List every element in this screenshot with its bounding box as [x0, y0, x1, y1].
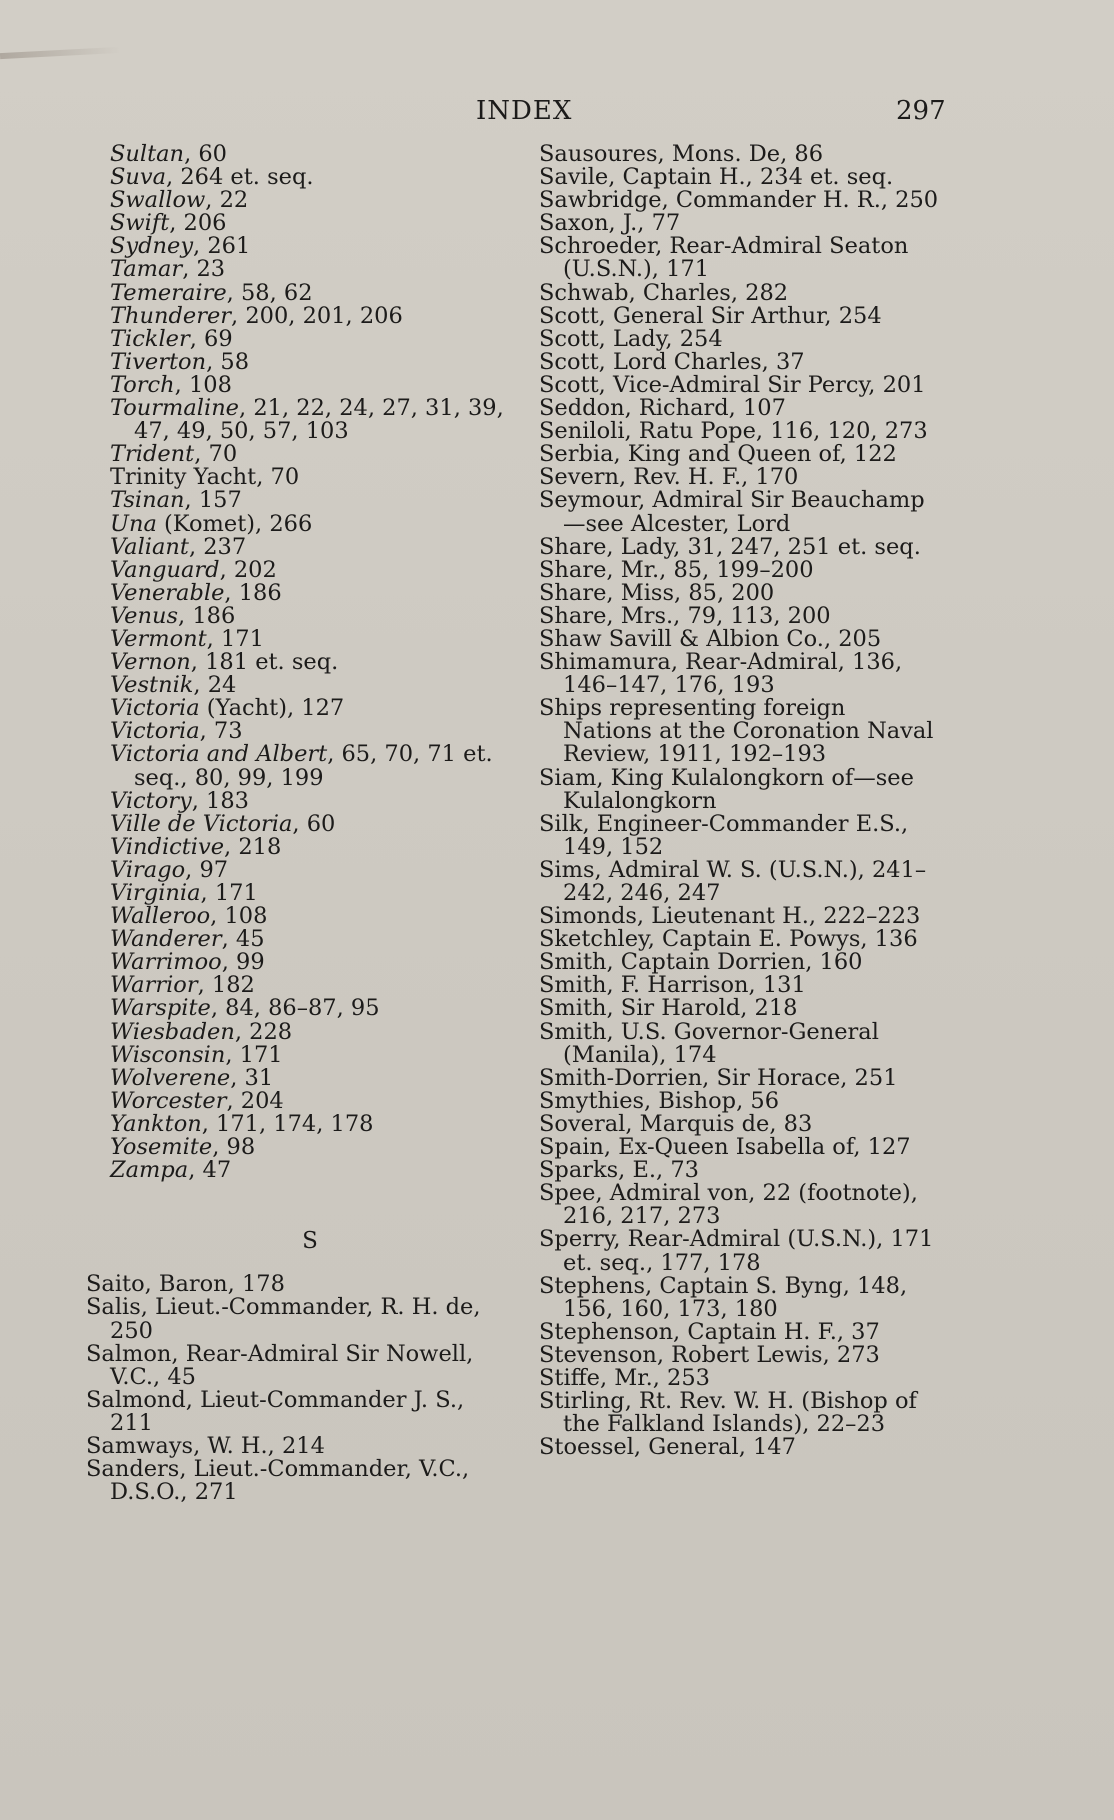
section-heading: S: [302, 1228, 318, 1255]
entry-pages: , 228: [234, 1018, 293, 1045]
index-entry: Share, Miss, 85, 200: [539, 579, 775, 606]
index-entry: [110, 371, 510, 398]
entry-ship-name: Vermont: [110, 625, 207, 652]
entry-ship-name: Walleroo: [110, 903, 211, 930]
entry-ship-name: Wisconsin: [110, 1041, 226, 1068]
entry-pages: , 70: [194, 441, 238, 468]
index-entry: Silk, Engineer-Commander E.S., 149, 152: [539, 810, 909, 860]
entry-pages: , 21, 22, 24, 27, 31, 39, 47, 49, 50, 57, 103: [134, 395, 504, 445]
index-entry: [110, 579, 510, 606]
index-entry: [110, 466, 510, 489]
entry-pages: , 171: [206, 625, 264, 652]
index-entry: Smith-Dorrien, Sir Horace, 251: [539, 1064, 898, 1091]
index-entry: [110, 1087, 510, 1114]
index-entry: Serbia, King and Queen of, 122: [539, 441, 897, 468]
entry-pages: , 171, 174, 178: [201, 1110, 374, 1137]
index-entry: Spain, Ex-Queen Isabella of, 127: [539, 1134, 911, 1161]
index-entry: Schwab, Charles, 282: [539, 279, 789, 306]
index-entry: [110, 1110, 510, 1137]
entry-pages: , 23: [182, 256, 226, 283]
entry-ship-name: Vernon: [110, 649, 191, 676]
entry-ship-name: Swallow: [110, 187, 206, 214]
index-entry: Stoessel, General, 147: [539, 1434, 796, 1461]
entry-pages: , 108: [174, 371, 232, 398]
entry-pages: , 237: [188, 533, 247, 560]
index-entry: [110, 1159, 510, 1182]
entry-ship-name: Trident: [110, 441, 195, 468]
entry-pages: , 99: [221, 949, 265, 976]
index-entry: [110, 397, 510, 443]
entry-ship-name: Wiesbaden: [110, 1018, 235, 1045]
index-entry: [110, 697, 510, 720]
index-entry: [110, 348, 510, 375]
index-entry: Spee, Admiral von, 22 (footnote), 216, 217, 273: [539, 1180, 918, 1230]
index-entry: [110, 166, 510, 189]
index-entry: [110, 212, 510, 235]
entry-pages: , 65, 70, 71 et. seq., 80, 99, 199: [134, 741, 493, 791]
left-entry-list: [110, 143, 510, 1182]
index-entry: [110, 882, 510, 905]
entry-ship-name: Virago: [110, 856, 186, 883]
entry-pages: , 60: [292, 810, 336, 837]
index-entry: Sparks, E., 73: [539, 1157, 699, 1184]
entry-pages: , 157: [184, 487, 242, 514]
entry-pages: , 60: [184, 141, 227, 167]
entry-ship-name: Zampa: [110, 1157, 189, 1184]
entry-ship-name: Sydney: [110, 233, 194, 260]
entry-pages: , 206: [169, 210, 227, 237]
index-entry: Seddon, Richard, 107: [539, 395, 786, 422]
index-entry: [110, 189, 510, 212]
right-entry-list: [539, 143, 939, 1459]
entry-ship-name: Tourmaline: [110, 395, 240, 422]
entry-ship-name: Yosemite: [110, 1134, 213, 1161]
entry-ship-name: Warrimoo: [110, 949, 222, 976]
index-entry: [110, 1041, 510, 1068]
index-entry: Smith, Captain Dorrien, 160: [539, 949, 863, 976]
index-entry: [110, 1136, 510, 1159]
entry-pages: , 204: [226, 1087, 284, 1114]
index-entry: Severn, Rev. H. F., 170: [539, 464, 799, 491]
index-entry: Salis, Lieut.-Commander, R. H. de, 250: [86, 1294, 481, 1344]
index-entry: Smith, U.S. Governor-General (Manila), 174: [539, 1018, 879, 1068]
entry-ship-name: Vestnik: [110, 672, 194, 699]
entry-ship-name: Vanguard: [110, 556, 220, 583]
entry-pages: , 183: [191, 787, 249, 814]
entry-ship-name: Tamar: [110, 256, 183, 283]
index-entry: [110, 1018, 510, 1045]
entry-pages: , 31: [230, 1064, 274, 1091]
page-title: INDEX: [476, 96, 573, 126]
index-entry: [110, 443, 510, 466]
index-entry: Scott, Lady, 254: [539, 325, 723, 352]
index-entry: Smythies, Bishop, 56: [539, 1087, 780, 1114]
index-column-left: [86, 141, 510, 1506]
index-entry: Seymour, Admiral Sir Beauchamp —see Alcester, Lord: [539, 487, 925, 537]
index-entry: Samways, W. H., 214: [86, 1432, 325, 1459]
entry-ship-name: Victoria and Albert: [110, 741, 328, 768]
entry-pages: , 47: [188, 1157, 232, 1184]
entry-pages: , 97: [185, 856, 229, 883]
index-entry: Stephens, Captain S. Byng, 148, 156, 160, 173, 180: [539, 1272, 908, 1322]
index-entry: Savile, Captain H., 234 et. seq.: [539, 164, 894, 191]
index-entry: Stevenson, Robert Lewis, 273: [539, 1341, 880, 1368]
index-entry: Salmon, Rear-Admiral Sir Nowell, V.C., 45: [86, 1340, 474, 1390]
index-entry: Seniloli, Ratu Pope, 116, 120, 273: [539, 418, 928, 445]
entry-pages: , 24: [193, 672, 237, 699]
entry-pages: , 73: [199, 718, 243, 745]
index-entry: [110, 1064, 510, 1091]
index-entry: Sawbridge, Commander H. R., 250: [539, 187, 939, 214]
index-entry: Saxon, J., 77: [539, 210, 681, 237]
index-entry: [110, 489, 510, 512]
index-entry: [110, 674, 510, 697]
entry-ship-name: Victoria: [110, 718, 200, 745]
index-entry: [110, 743, 510, 789]
index-entry: Share, Mr., 85, 199–200: [539, 556, 814, 583]
entry-ship-name: Sultan: [110, 141, 185, 167]
index-entry: [110, 533, 510, 560]
index-entry: Scott, Vice-Admiral Sir Percy, 201: [539, 371, 926, 398]
index-entry: [110, 625, 510, 652]
entry-ship-name: Swift: [110, 210, 170, 237]
entry-pages: , 182: [197, 972, 255, 999]
index-entry: Share, Mrs., 79, 113, 200: [539, 602, 831, 629]
index-entry: [110, 974, 510, 997]
index-entry: Stirling, Rt. Rev. W. H. (Bishop of the Falkland Islands), 22–23: [539, 1388, 917, 1438]
index-entry: [110, 951, 510, 974]
entry-pages: , 181 et. seq.: [190, 649, 339, 676]
entry-ship-name: Virginia: [110, 880, 201, 906]
entry-pages: , 218: [224, 833, 282, 860]
entry-pages: , 200, 201, 206: [231, 302, 403, 329]
entry-pages: , 202: [219, 556, 277, 583]
index-entry: Ships representing foreign Nations at the Coronation Naval Review, 1911, 192–193: [539, 695, 934, 768]
entry-pages: , 84, 86–87, 95: [210, 995, 380, 1022]
entry-pages: , 69: [189, 325, 233, 352]
index-entry: Stiffe, Mr., 253: [539, 1364, 710, 1391]
entry-ship-name: Tsinan: [110, 487, 185, 514]
index-entry: Schroeder, Rear-Admiral Seaton (U.S.N.), 171: [539, 233, 909, 283]
entry-ship-name: Tiverton: [110, 348, 207, 375]
entry-pages: , 108: [210, 903, 268, 930]
entry-ship-name: Suva: [110, 164, 167, 191]
entry-ship-name: Valiant: [110, 533, 189, 560]
entry-ship-name: Warrior: [110, 972, 198, 999]
index-entry: [110, 997, 510, 1020]
index-entry: [110, 279, 510, 306]
entry-ship-name: Victory: [110, 787, 192, 814]
index-entry: Sanders, Lieut.-Commander, V.C., D.S.O., 271: [86, 1456, 470, 1506]
index-entry: Smith, F. Harrison, 131: [539, 972, 806, 999]
entry-ship-name: Warspite: [110, 995, 211, 1022]
entry-ship-name: Yankton: [110, 1110, 202, 1137]
index-entry: Soveral, Marquis de, 83: [539, 1110, 813, 1137]
index-entry: [110, 143, 510, 166]
index-entry: Simonds, Lieutenant H., 222–223: [539, 903, 921, 930]
entry-pages: , 58, 62: [226, 279, 313, 306]
entry-ship-name: Una: [110, 510, 157, 537]
index-entry: Sims, Admiral W. S. (U.S.N.), 241–242, 246, 247: [539, 856, 927, 906]
entry-pages: , 186: [224, 579, 282, 606]
entry-pages: (Yacht), 127: [199, 695, 345, 722]
index-entry: Scott, General Sir Arthur, 254: [539, 302, 882, 329]
index-entry: Shaw Savill & Albion Co., 205: [539, 625, 882, 652]
index-column-right: [539, 143, 939, 1459]
index-entry: Salmond, Lieut-Commander J. S., 211: [86, 1386, 465, 1436]
entry-ship-name: Ville de Victoria: [110, 810, 293, 837]
entry-pages: , 264 et. seq.: [166, 164, 314, 191]
entry-ship-name: Torch: [110, 371, 175, 398]
index-entry: [110, 651, 510, 674]
index-entry: Sausoures, Mons. De, 86: [539, 141, 824, 167]
index-entry: [110, 510, 510, 537]
entry-pages: , 22: [205, 187, 249, 214]
index-entry: Saito, Baron, 178: [86, 1271, 285, 1298]
index-entry: Scott, Lord Charles, 37: [539, 348, 805, 375]
entry-ship-name: Wolverene: [110, 1064, 231, 1091]
entry-ship-name: Wanderer: [110, 926, 222, 953]
entry-ship-name: Venus: [110, 602, 179, 629]
entry-pages: , 98: [212, 1134, 256, 1161]
index-entry: Stephenson, Captain H. F., 37: [539, 1318, 880, 1345]
entry-pages: , 171: [200, 880, 258, 906]
index-entry: [110, 856, 510, 883]
index-entry: [110, 235, 510, 258]
entry-ship-name: Victoria: [110, 695, 200, 722]
index-entry: [110, 905, 510, 928]
entry-ship-name: Worcester: [110, 1087, 227, 1114]
entry-pages: , 58: [206, 348, 250, 375]
index-entry: [110, 258, 510, 281]
entry-pages: , 171: [225, 1041, 283, 1068]
index-entry: [110, 833, 510, 860]
index-entry: Sperry, Rear-Admiral (U.S.N.), 171 et. seq., 177, 178: [539, 1226, 934, 1276]
entry-ship-name: Venerable: [110, 579, 225, 606]
entry-ship-name: Tickler: [110, 325, 190, 352]
page-edge-mark: [0, 47, 120, 59]
index-entry: [110, 720, 510, 743]
index-entry: [110, 325, 510, 352]
index-entry: [110, 787, 510, 814]
entry-ship-name: Temeraire: [110, 279, 227, 306]
page-number: 297: [896, 96, 946, 126]
index-entry: Sketchley, Captain E. Powys, 136: [539, 926, 918, 953]
index-entry: Siam, King Kulalongkorn of—see Kulalongkorn: [539, 764, 914, 814]
page-header: [0, 96, 1114, 130]
index-entry: [110, 928, 510, 951]
section-entry-list: [86, 1273, 510, 1504]
entry-pages: , 186: [178, 602, 236, 629]
index-entry: [110, 602, 510, 629]
entry-pages: , 45: [221, 926, 265, 953]
index-entry: [110, 556, 510, 583]
index-entry: Shimamura, Rear-Admiral, 136, 146–147, 176, 193: [539, 649, 903, 699]
index-entry: Smith, Sir Harold, 218: [539, 995, 798, 1022]
index-entry: [110, 302, 510, 329]
entry-pages: (Komet), 266: [156, 510, 313, 537]
entry-ship-name: Thunderer: [110, 302, 232, 329]
index-entry: Share, Lady, 31, 247, 251 et. seq.: [539, 533, 921, 560]
index-entry: [110, 810, 510, 837]
entry-pages: , 261: [193, 233, 251, 260]
entry-ship-name: Vindictive: [110, 833, 225, 860]
entry-pages: Trinity Yacht, 70: [110, 464, 300, 491]
